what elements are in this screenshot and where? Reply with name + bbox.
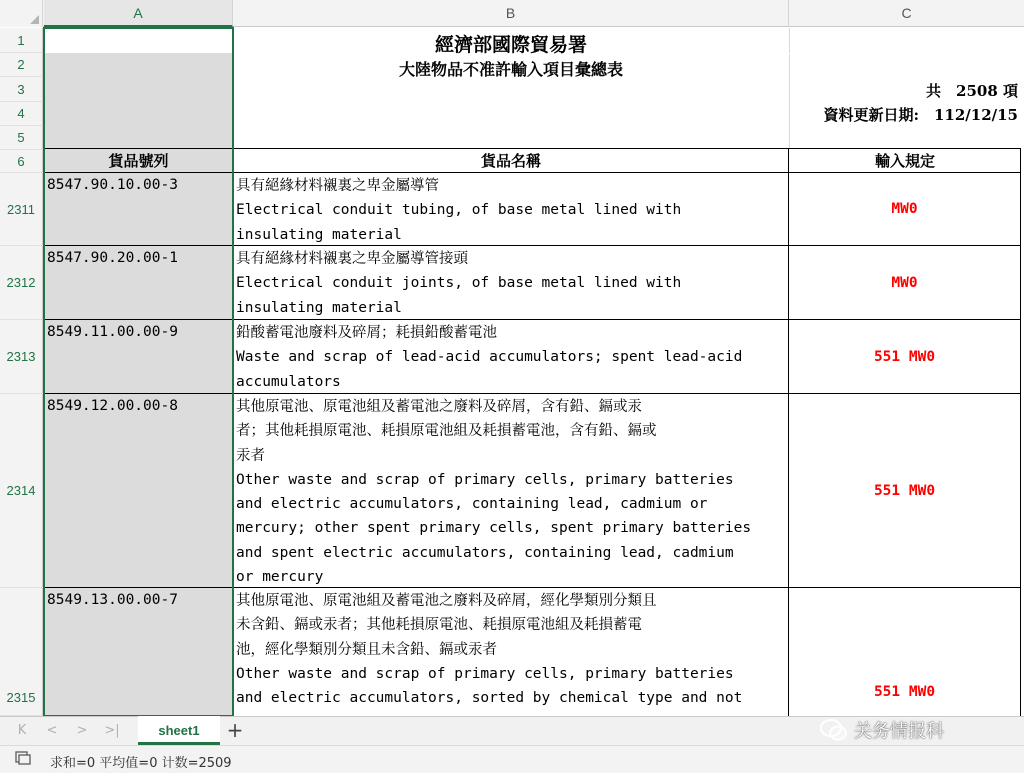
- table-row-name[interactable]: 鉛酸蓄電池廢料及碎屑；耗損鉛酸蓄電池 Waste and scrap of lead-acid accumulators; spent lead-acid accumulators: [236, 325, 743, 390]
- active-cell-a1[interactable]: [44, 28, 232, 53]
- row-header[interactable]: 2314: [0, 394, 43, 588]
- report-title: 經濟部國際貿易署: [434, 34, 587, 56]
- status-summary: 求和=0 平均值=0 计数=2509: [50, 756, 232, 771]
- column-header-b[interactable]: B: [233, 0, 789, 27]
- table-row-rule[interactable]: 551 MW0: [873, 482, 936, 499]
- row-header[interactable]: 4: [0, 102, 43, 126]
- table-row-code[interactable]: 8549.13.00.00-7: [47, 592, 178, 608]
- row-header[interactable]: 6: [0, 150, 43, 173]
- last-sheet-button[interactable]: >|: [104, 723, 120, 738]
- table-row-name[interactable]: 其他原電池、原電池組及蓄電池之廢料及碎屑，經化學類別分類且 未含鉛、鎘或汞者；其他耗損原電池、耗損原電池組及耗損蓄電 池，經化學類別分類且未含鉛、鎘或汞者 Other waste and scrap of primary cells, primary batteries and electric accumulators, sorted by chemical type and not: [236, 593, 743, 707]
- row-header[interactable]: 2313: [0, 320, 43, 394]
- header-name: 貨品名稱: [480, 152, 541, 170]
- total-items: 共 2508 項: [926, 82, 1018, 100]
- first-sheet-button[interactable]: K: [17, 723, 27, 738]
- table-row-name[interactable]: 具有絕緣材料襯裏之卑金屬導管接頭 Electrical conduit joints, of base metal lined with insulating material: [236, 251, 682, 316]
- row-header[interactable]: 2311: [0, 173, 43, 246]
- column-header-a[interactable]: A: [44, 0, 233, 27]
- header-rule: 輸入規定: [874, 152, 935, 170]
- next-sheet-button[interactable]: >: [76, 723, 88, 738]
- select-all-corner[interactable]: [0, 0, 43, 27]
- prev-sheet-button[interactable]: <: [46, 723, 58, 738]
- table-row-code[interactable]: 8549.12.00.00-8: [47, 398, 178, 414]
- table-row-rule[interactable]: MW0: [891, 201, 918, 217]
- table-row-rule[interactable]: 551 MW0: [873, 348, 936, 365]
- table-row-code[interactable]: 8549.11.00.00-9: [47, 324, 178, 340]
- sheet-tab-sheet1[interactable]: sheet1: [138, 716, 220, 745]
- table-row-name[interactable]: 其他原電池、原電池組及蓄電池之廢料及碎屑，含有鉛、鎘或汞 者；其他耗損原電池、耗損原電池組及耗損蓄電池，含有鉛、鎘或 汞者 Other waste and scrap of primary cells, primary batteries and electric accumulators, containing lead, cadmium or mercury; other spent primary cells, spent primary batteries and spent electric accumulators, containing lead, cadmium or mercury: [236, 399, 752, 586]
- table-row-rule[interactable]: MW0: [891, 274, 918, 291]
- row-header[interactable]: 2315: [0, 588, 43, 716]
- table-row-rule[interactable]: 551 MW0: [873, 684, 936, 700]
- row-header[interactable]: 2: [0, 53, 43, 77]
- wechat-icon: [820, 718, 848, 742]
- table-row-code[interactable]: 8547.90.10.00-3: [47, 177, 178, 193]
- header-code: 貨品號列: [108, 152, 169, 170]
- watermark: [820, 714, 944, 746]
- macro-record-icon[interactable]: [14, 750, 32, 766]
- table-row-code[interactable]: 8547.90.20.00-1: [47, 250, 178, 266]
- watermark-text: 关务情报科: [854, 721, 944, 742]
- row-header[interactable]: 2312: [0, 246, 43, 320]
- row-header[interactable]: 1: [0, 28, 43, 53]
- column-a-selection: [44, 28, 232, 716]
- report-subtitle: 大陸物品不准許輸入項目彙總表: [398, 60, 623, 79]
- update-date: 資料更新日期: 112/12/15: [823, 106, 1018, 124]
- row-header[interactable]: 5: [0, 126, 43, 150]
- add-sheet-button[interactable]: +: [226, 718, 244, 742]
- column-header-c[interactable]: C: [901, 5, 912, 21]
- row-header[interactable]: 3: [0, 77, 43, 102]
- table-row-name[interactable]: 具有絕緣材料襯裏之卑金屬導管 Electrical conduit tubing, of base metal lined with insulating material: [236, 178, 682, 243]
